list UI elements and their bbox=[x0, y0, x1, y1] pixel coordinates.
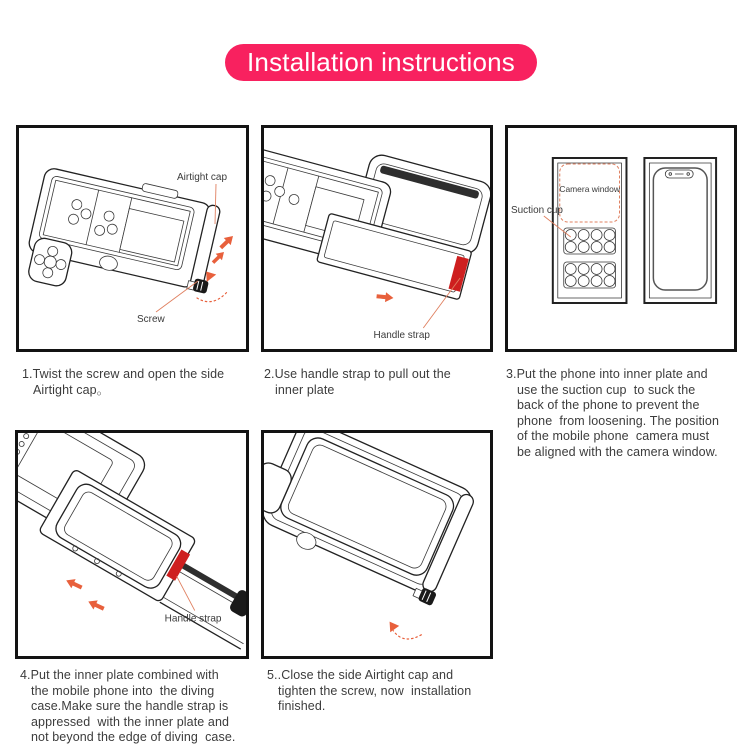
step-2-panel bbox=[261, 125, 493, 352]
step-2-caption bbox=[264, 367, 451, 398]
step-1-caption bbox=[22, 367, 224, 398]
camera-window-label: Camera window bbox=[559, 183, 620, 195]
step-5-caption bbox=[267, 668, 471, 715]
page-title: Installation instructions bbox=[246, 47, 516, 77]
tighten-rotation-arrow bbox=[385, 618, 421, 639]
arrow-icon bbox=[210, 249, 227, 266]
caption-line: use the suction cup to suck the bbox=[517, 382, 696, 397]
caption-line: back of the phone to prevent the bbox=[517, 398, 700, 412]
step-3-illustration bbox=[508, 128, 734, 349]
step-3-caption bbox=[506, 367, 719, 460]
screw-label: Screw bbox=[137, 314, 165, 325]
step-2-illustration bbox=[264, 128, 490, 349]
caption-line: 2.Use handle strap to pull out the bbox=[264, 367, 451, 381]
caption-line: 3.Put the phone into inner plate and bbox=[506, 367, 708, 381]
handle-strap-label: Handle strap bbox=[164, 613, 222, 625]
pull-arrow-icon bbox=[376, 291, 394, 303]
caption-line: phone from loosening. The position bbox=[517, 413, 720, 428]
screw-knob bbox=[192, 278, 209, 294]
step-1-panel bbox=[16, 125, 249, 352]
caption-line: appressed with the inner plate and bbox=[31, 714, 230, 729]
insert-direction-arrows bbox=[64, 576, 106, 614]
caption-line: of the mobile phone camera must bbox=[517, 429, 710, 443]
caption-line: tighten the screw, now installation bbox=[278, 683, 472, 698]
diving-case-open-drawing bbox=[21, 161, 227, 319]
case-with-plate-pulled-drawing bbox=[264, 128, 490, 301]
handle-strap-label: Handle strap bbox=[373, 329, 430, 342]
caption-line: case.Make sure the handle strap is bbox=[31, 699, 229, 713]
arrow-icon bbox=[64, 576, 84, 592]
caption-line: inner plate bbox=[275, 382, 335, 397]
caption-line: the mobile phone into the diving bbox=[31, 683, 215, 698]
step-5-illustration bbox=[264, 433, 490, 656]
airtight-cap-label: Airtight cap bbox=[177, 172, 228, 183]
caption-line: Airtight cap。 bbox=[33, 382, 110, 397]
phone-outline bbox=[653, 168, 707, 290]
caption-line: 5..Close the side Airtight cap and bbox=[267, 668, 454, 682]
step-4-illustration bbox=[18, 433, 246, 656]
caption-line: 1.Twist the screw and open the side bbox=[22, 367, 225, 381]
arrow-icon bbox=[385, 618, 399, 632]
caption-line: be aligned with the camera window. bbox=[517, 444, 718, 459]
step-4-panel bbox=[15, 430, 249, 659]
step-5-panel bbox=[261, 430, 493, 659]
title-banner bbox=[225, 44, 537, 81]
arrow-icon bbox=[86, 597, 106, 613]
caption-line: 4.Put the inner plate combined with bbox=[20, 668, 219, 682]
caption-line: not beyond the edge of diving case. bbox=[31, 730, 236, 744]
arrow-icon bbox=[217, 232, 236, 251]
inner-plate-front-drawing bbox=[553, 158, 627, 303]
closed-case-drawing bbox=[264, 433, 480, 606]
step-3-panel bbox=[505, 125, 737, 352]
suction-cup-label: Suction cup bbox=[510, 204, 563, 217]
rotation-arc-icon bbox=[393, 631, 421, 639]
step-4-caption bbox=[20, 668, 235, 746]
phone-front-drawing bbox=[644, 158, 716, 303]
caption-line: finished. bbox=[278, 699, 326, 713]
step-1-illustration bbox=[19, 128, 246, 349]
